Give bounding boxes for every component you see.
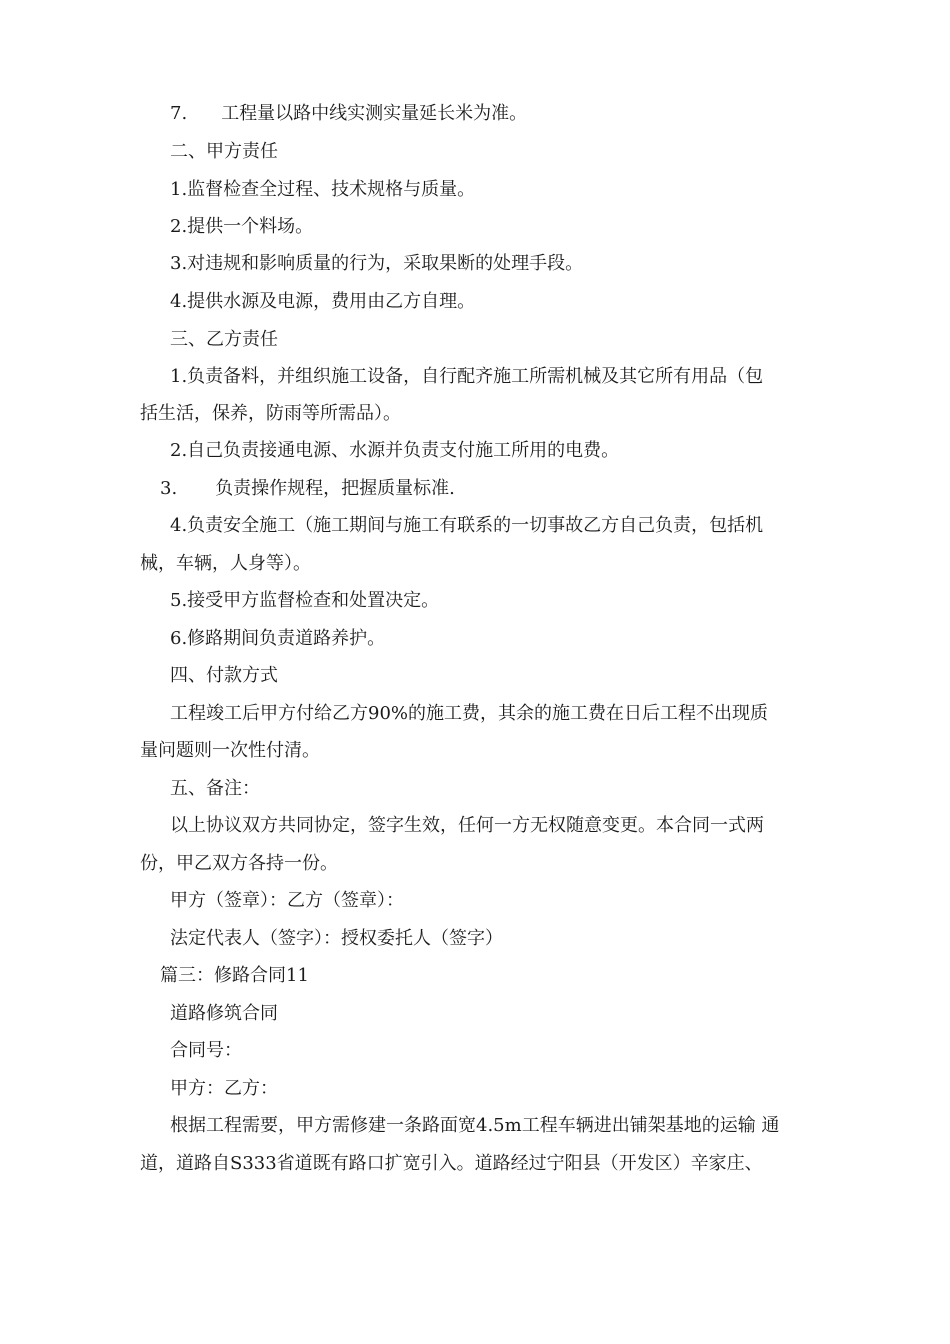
item-number: 3.	[160, 478, 178, 499]
item-7-line	[170, 102, 527, 126]
text-line: 根据工程需要，甲方需修建一条路面宽4.5m工程车辆进出铺架基地的运输 通	[170, 1115, 780, 1136]
text-line: 2.自己负责接通电源、水源并负责支付施工所用的电费。	[170, 440, 620, 461]
text-line: 1.负责备料，并组织施工设备，自行配齐施工所需机械及其它所有用品（包	[170, 366, 764, 387]
item-number: 7.	[170, 103, 188, 124]
text-line: 量问题则一次性付清。	[140, 740, 320, 761]
text-line: 道，道路自S333省道既有路口扩宽引入。道路经过宁阳县（开发区）辛家庄、	[140, 1153, 763, 1174]
signature-line: 法定代表人（签字）：授权委托人（签字）	[170, 928, 503, 949]
section-heading-notes: 五、备注：	[170, 778, 260, 799]
item-text: 工程量以路中线实测实量延长米为准。	[221, 103, 528, 124]
text-line: 1.监督检查全过程、技术规格与质量。	[170, 179, 476, 200]
section-heading-party-b: 三、乙方责任	[170, 329, 278, 350]
text-line: 以上协议双方共同协定，签字生效，任何一方无权随意变更。本合同一式两	[170, 815, 764, 836]
text-line: 份，甲乙双方各持一份。	[140, 853, 338, 874]
contract-number-label: 合同号：	[170, 1040, 242, 1061]
item-3-line	[160, 477, 455, 501]
text-line: 2.提供一个料场。	[170, 216, 314, 237]
text-line: 4.负责安全施工（施工期间与施工有联系的一切事故乙方自己负责，包括机	[170, 515, 764, 536]
text-line: 3.对违规和影响质量的行为，采取果断的处理手段。	[170, 253, 584, 274]
parties-line: 甲方：乙方：	[170, 1078, 278, 1099]
contract-title: 道路修筑合同	[170, 1003, 278, 1024]
text-line: 工程竣工后甲方付给乙方90%的施工费，其余的施工费在日后工程不出现质	[170, 703, 769, 724]
section-heading-party-a: 二、甲方责任	[170, 141, 278, 162]
text-line: 械，车辆，人身等）。	[140, 553, 311, 574]
signature-line: 甲方（签章）：乙方（签章）：	[170, 890, 404, 911]
text-line: 5.接受甲方监督检查和处置决定。	[170, 590, 440, 611]
text-line: 4.提供水源及电源，费用由乙方自理。	[170, 291, 476, 312]
text-line: 6.修路期间负责道路养护。	[170, 628, 386, 649]
chapter-heading: 篇三：修路合同11	[160, 965, 309, 986]
item-text: 负责操作规程，把握质量标准.	[215, 478, 455, 499]
section-heading-payment: 四、付款方式	[170, 665, 278, 686]
text-line: 括生活，保养，防雨等所需品）。	[140, 403, 401, 424]
